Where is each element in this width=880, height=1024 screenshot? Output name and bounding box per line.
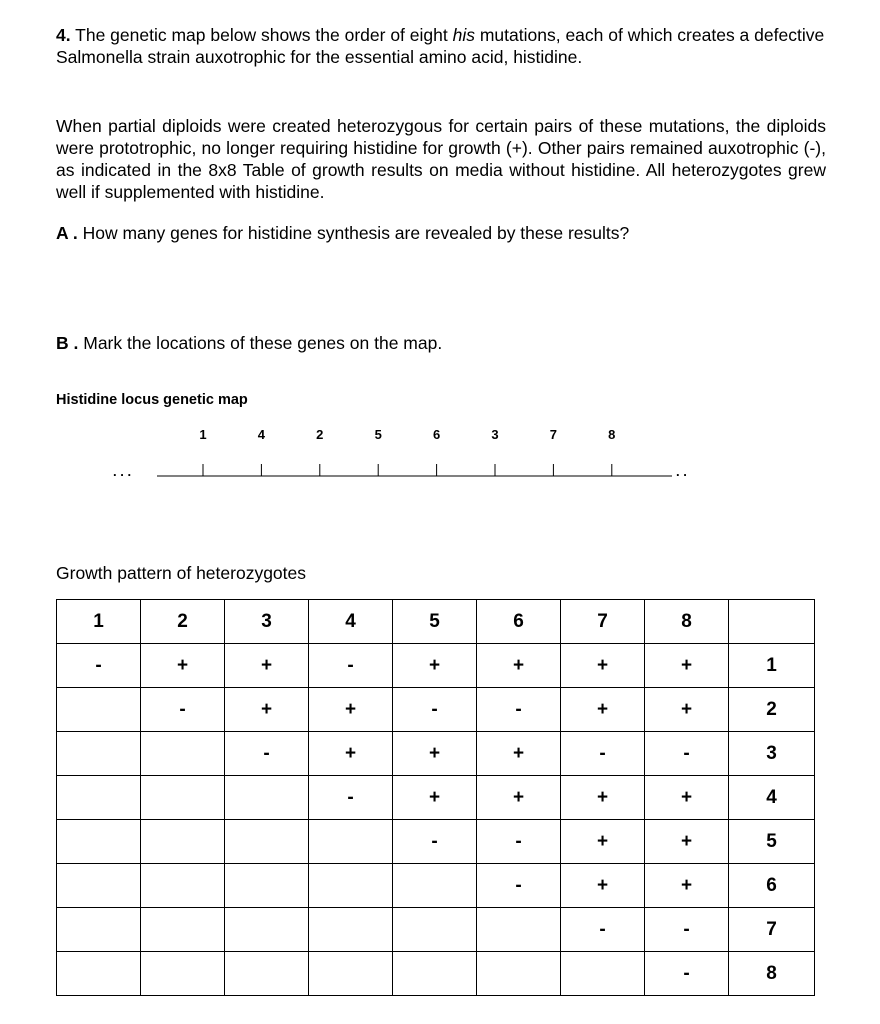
growth-cell: + <box>561 688 645 732</box>
growth-cell <box>57 688 141 732</box>
growth-cell <box>309 952 393 996</box>
col-header-4: 4 <box>309 600 393 644</box>
question-detail: When partial diploids were created heterozygous for certain pairs of these mutations, the diploids were prototrophic, no longer requiring histidine for growth (+). Other pairs remained auxotrophic (-), as indicated in the 8x8 Table of growth results on media without histidine. All heterozygotes grew well if supplemented with histidine. <box>56 116 826 202</box>
table-row <box>57 952 815 996</box>
growth-cell: + <box>141 644 225 688</box>
map-label-8: 8 <box>608 427 616 442</box>
row-label-4: 4 <box>729 776 815 820</box>
growth-cell <box>309 864 393 908</box>
growth-cell: + <box>477 644 561 688</box>
col-header-3: 3 <box>225 600 309 644</box>
part-a-text: How many genes for histidine synthesis are revealed by these results? <box>77 223 630 243</box>
intro-italic-his: his <box>452 25 475 45</box>
growth-cell: - <box>393 820 477 864</box>
row-label-3: 3 <box>729 732 815 776</box>
table-row <box>57 908 815 952</box>
growth-cell <box>141 732 225 776</box>
growth-cell: + <box>477 732 561 776</box>
growth-cell <box>225 952 309 996</box>
growth-cell <box>393 864 477 908</box>
table-row <box>57 820 815 864</box>
growth-cell <box>141 776 225 820</box>
genetic-map <box>0 420 880 490</box>
row-label-7: 7 <box>729 908 815 952</box>
growth-cell <box>561 952 645 996</box>
growth-cell <box>57 732 141 776</box>
map-label-6: 6 <box>432 427 441 442</box>
growth-cell <box>141 864 225 908</box>
growth-cell: + <box>393 644 477 688</box>
growth-cell: - <box>477 864 561 908</box>
growth-cell: + <box>225 644 309 688</box>
growth-cell: + <box>225 688 309 732</box>
table-title: Growth pattern of heterozygotes <box>56 563 306 583</box>
growth-cell: + <box>561 864 645 908</box>
growth-cell: + <box>645 644 729 688</box>
growth-cell <box>477 952 561 996</box>
growth-cell <box>309 820 393 864</box>
map-label-5: 5 <box>374 427 382 442</box>
growth-cell <box>57 908 141 952</box>
growth-cell: + <box>309 732 393 776</box>
growth-cell: - <box>561 908 645 952</box>
question-intro <box>56 24 826 68</box>
part-a-label: A . <box>56 223 78 243</box>
corner-cell <box>729 600 815 644</box>
growth-cell: - <box>141 688 225 732</box>
growth-cell: + <box>561 776 645 820</box>
growth-cell: - <box>561 732 645 776</box>
col-header-7: 7 <box>561 600 645 644</box>
growth-cell: + <box>645 688 729 732</box>
part-b-question <box>56 332 826 354</box>
growth-cell: + <box>309 688 393 732</box>
growth-cell <box>57 952 141 996</box>
growth-cell <box>309 908 393 952</box>
growth-cell <box>225 908 309 952</box>
growth-cell: - <box>225 732 309 776</box>
row-label-5: 5 <box>729 820 815 864</box>
growth-cell: - <box>645 952 729 996</box>
growth-cell: + <box>393 776 477 820</box>
growth-cell: + <box>393 732 477 776</box>
col-header-8: 8 <box>645 600 729 644</box>
growth-cell: + <box>645 820 729 864</box>
row-label-1: 1 <box>729 644 815 688</box>
growth-cell: - <box>309 776 393 820</box>
growth-cell: + <box>645 776 729 820</box>
table-row <box>57 644 815 688</box>
map-left-dots: . . . <box>113 464 132 479</box>
growth-cell <box>57 776 141 820</box>
growth-cell: - <box>645 732 729 776</box>
table-row <box>57 776 815 820</box>
growth-cell <box>141 820 225 864</box>
growth-cell <box>477 908 561 952</box>
map-marks <box>199 427 615 476</box>
row-label-8: 8 <box>729 952 815 996</box>
part-a-question <box>56 222 826 244</box>
table-row <box>57 732 815 776</box>
col-header-6: 6 <box>477 600 561 644</box>
table-row <box>57 688 815 732</box>
growth-cell: + <box>477 776 561 820</box>
map-label-1: 1 <box>199 427 207 442</box>
map-label-3: 3 <box>491 427 499 442</box>
growth-cell: + <box>561 644 645 688</box>
growth-cell <box>393 952 477 996</box>
col-header-1: 1 <box>57 600 141 644</box>
growth-cell <box>57 820 141 864</box>
growth-cell: - <box>309 644 393 688</box>
map-label-4: 4 <box>257 427 266 442</box>
growth-cell: - <box>477 688 561 732</box>
col-header-2: 2 <box>141 600 225 644</box>
growth-cell <box>225 820 309 864</box>
intro-text-start: The genetic map below shows the order of eight <box>75 25 453 45</box>
growth-cell <box>393 908 477 952</box>
growth-cell: + <box>561 820 645 864</box>
growth-cell: - <box>57 644 141 688</box>
part-b-label: B . <box>56 333 79 353</box>
growth-cell: - <box>393 688 477 732</box>
growth-cell <box>57 864 141 908</box>
map-right-dots: . . <box>676 464 687 479</box>
growth-cell <box>141 952 225 996</box>
growth-cell <box>141 908 225 952</box>
row-label-2: 2 <box>729 688 815 732</box>
growth-cell: - <box>477 820 561 864</box>
table-row <box>57 864 815 908</box>
growth-cell <box>225 864 309 908</box>
growth-cell: + <box>645 864 729 908</box>
growth-cell: - <box>645 908 729 952</box>
question-number: 4. <box>56 25 71 45</box>
map-title: Histidine locus genetic map <box>56 392 248 408</box>
col-header-5: 5 <box>393 600 477 644</box>
growth-cell <box>225 776 309 820</box>
map-label-7: 7 <box>549 427 558 442</box>
part-b-text: Mark the locations of these genes on the map. <box>78 333 443 353</box>
map-label-2: 2 <box>316 427 324 442</box>
growth-table <box>56 599 815 996</box>
row-label-6: 6 <box>729 864 815 908</box>
intro-text-end: mutations, each of which creates a defective Salmonella strain auxotrophic for the essential amino acid, histidine. <box>56 25 825 67</box>
table-header-row <box>57 600 815 644</box>
